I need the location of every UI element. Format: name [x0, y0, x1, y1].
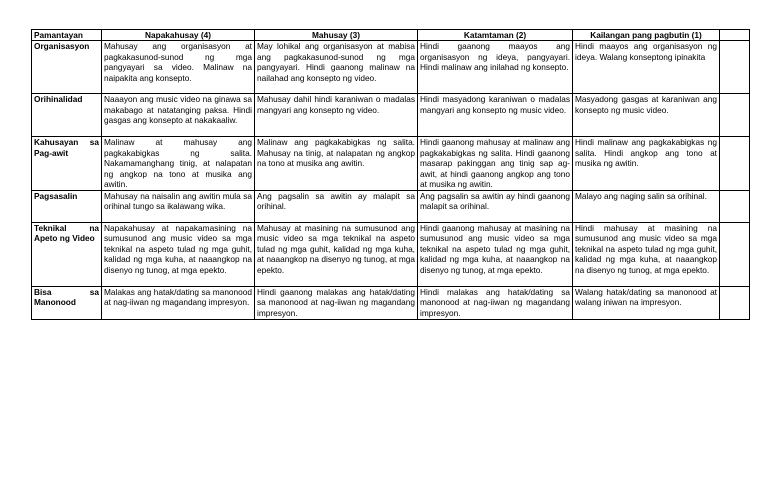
- cell-level-2: Hindi gaanong mahusay at masining na sumusunod ang music video sa mga teknikal na aspeto tulad ng mga guhit, kalidad ng mga kuha, at naaangkop na disenyo ng tunog, at mga epekto.: [418, 222, 573, 286]
- cell-level-1: Masyadong gasgas at karaniwan ang konsepto ng music video.: [573, 94, 720, 137]
- cell-level-2: Hindi gaanong maayos ang organisasyon ng ideya, pangyayari. Hindi malinaw ang inilahad ng konsepto.: [418, 41, 573, 94]
- cell-level-3: May lohikal ang organisasyon at mabisa ang pagkakasunod-sunod ng mga pangyayari. Hindi gaanong malinaw na nailahad ang konsepto ng video.: [255, 41, 418, 94]
- cell-extra: [720, 286, 750, 319]
- cell-level-4: Mahusay na naisalin ang awitin mula sa orihinal tungo sa ikalawang wika.: [102, 190, 255, 222]
- header-level-2: Katamtaman (2): [418, 30, 573, 41]
- cell-extra: [720, 94, 750, 137]
- row-criterion: Orihinalidad: [32, 94, 102, 137]
- rubric-table: [31, 29, 750, 320]
- cell-level-1: Hindi maayos ang organisasyon ng ideya. Walang konseptong ipinakita: [573, 41, 720, 94]
- row-criterion: Pagsasalin: [32, 190, 102, 222]
- header-criteria: Pamantayan: [32, 30, 102, 41]
- cell-extra: [720, 41, 750, 94]
- row-criterion: Organisasyon: [32, 41, 102, 94]
- header-extra: [720, 30, 750, 41]
- header-level-1: Kailangan pang pagbutin (1): [573, 30, 720, 41]
- cell-level-3: Ang pagsalin sa awitin ay malapit sa orihinal.: [255, 190, 418, 222]
- table-row: [32, 41, 750, 94]
- cell-level-3: Hindi gaanong malakas ang hatak/dating sa manonood at nag-iiwan ng magandang impresyon.: [255, 286, 418, 319]
- cell-level-2: Hindi malakas ang hatak/dating sa manonood at nag-iiwan ng magandang impresyon.: [418, 286, 573, 319]
- table-row: [32, 94, 750, 137]
- cell-level-2: Hindi masyadong karaniwan o madalas mangyari ang konsepto ng music video.: [418, 94, 573, 137]
- cell-extra: [720, 222, 750, 286]
- cell-level-2: Hindi gaanong mahusay at malinaw ang pagkakabigkas ng salita. Hindi gaanong masarap pakinggan ang tinig sap ag-awit, at hindi gaanong angkop ang tono at musika ng awitin.: [418, 137, 573, 191]
- header-level-4: Napakahusay (4): [102, 30, 255, 41]
- table-row: [32, 286, 750, 319]
- cell-level-4: Napakahusay at napakamasining na sumusunod ang music video sa mga teknikal na aspeto tulad ng mga guhit, kalidad ng mga kuha, at naaangkop na disenyo ng tunog, at mga epekto.: [102, 222, 255, 286]
- row-criterion: Teknikal na Apeto ng Video: [32, 222, 102, 286]
- cell-level-4: Mahusay ang organisasyon at pagkakasunod-sunod ng mga pangyayari sa video. Malinaw na naipakita ang konsepto.: [102, 41, 255, 94]
- cell-level-2: Ang pagsalin sa awitin ay hindi gaanong malapit sa orihinal.: [418, 190, 573, 222]
- cell-level-1: Hindi malinaw ang pagkakabigkas ng salita. Hindi angkop ang tono at musika ng awitin.: [573, 137, 720, 191]
- cell-level-4: Malakas ang hatak/dating sa manonood at nag-iiwan ng magandang impresyon.: [102, 286, 255, 319]
- header-level-3: Mahusay (3): [255, 30, 418, 41]
- cell-level-1: Hindi mahusay at masining na sumusunod ang music video sa mga teknikal na aspeto tulad ng mga guhit, kalidad ng mga kuha, at naaangkop na disenyo ng tunog, at mga epekto.: [573, 222, 720, 286]
- cell-level-3: Malinaw ang pagkakabigkas ng salita. Mahusay na tinig, at nalapatan ng angkop na tono at musika ang awitin.: [255, 137, 418, 191]
- cell-level-1: Malayo ang naging salin sa orihinal.: [573, 190, 720, 222]
- cell-level-3: Mahusay dahil hindi karaniwan o madalas mangyari ang konsepto ng video.: [255, 94, 418, 137]
- cell-level-4: Malinaw at mahusay ang pagkakabigkas ng salita. Nakamamanghang tinig, at nalapatan ng angkop na tono at musika ang awitin.: [102, 137, 255, 191]
- row-criterion: Kahusayan sa Pag-awit: [32, 137, 102, 191]
- table-row: [32, 137, 750, 191]
- table-row: [32, 190, 750, 222]
- table-row: [32, 222, 750, 286]
- cell-extra: [720, 137, 750, 191]
- cell-level-1: Walang hatak/dating sa manonood at walang iniwan na impresyon.: [573, 286, 720, 319]
- header-row: [32, 30, 750, 41]
- cell-extra: [720, 190, 750, 222]
- cell-level-4: Naaayon ang music video na ginawa sa makabago at natatanging paksa. Hindi gasgas ang konsepto at nakakaaliw.: [102, 94, 255, 137]
- row-criterion: Bisa sa Manonood: [32, 286, 102, 319]
- cell-level-3: Mahusay at masining na sumusunod ang music video sa mga teknikal na aspeto tulad ng mga guhit, kalidad ng mga kuha, at naaangkop na disenyo ng tunog, at mga epekto.: [255, 222, 418, 286]
